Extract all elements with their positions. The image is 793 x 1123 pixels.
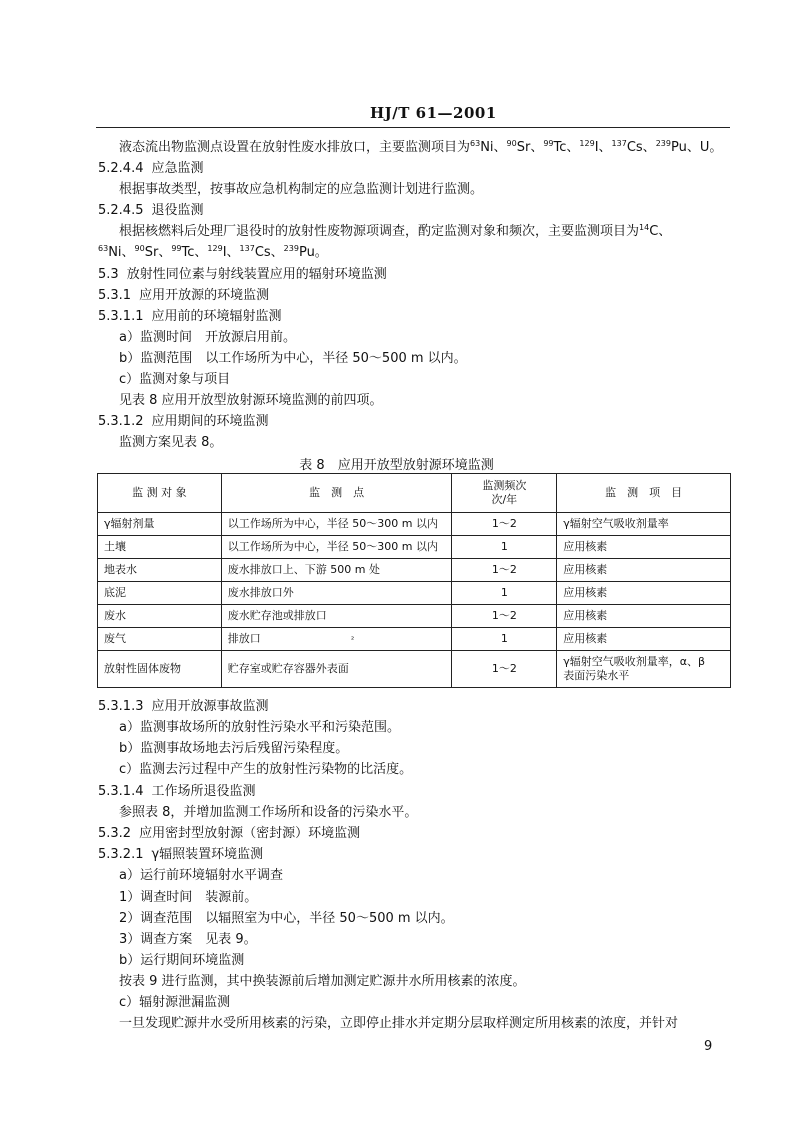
isotope-mass-number: 90 [134,244,145,253]
table-cell: 土壤 [98,536,222,559]
text-line: a）监测事故场所的放射性污染水平和污染范围。 [119,720,400,735]
section-5-3-1: 5.3.1 应用开放源的环境监测 [98,288,270,303]
text-line: 3）调查方案 见表 9。 [119,932,257,947]
text-line: 1）调查时间 装源前。 [119,890,258,905]
table-8-caption: 表 8 应用开放型放射源环境监测 [299,458,494,473]
table-cell: 1～2 [452,605,557,628]
text-line: b）监测事故场地去污后残留污染程度。 [119,741,349,756]
table-cell: 底泥 [98,582,222,605]
text-line: c）辐射源泄漏监测 [119,995,231,1010]
text-line: c）监测去污过程中产生的放射性污染物的比活度。 [119,762,413,777]
table-cell: 1 [452,628,557,651]
text-line-3: 根据事故类型，按事故应急机构制定的应急监测计划进行监测。 [119,182,484,197]
table-header-row [98,474,731,513]
text-line: 参照表 8，并增加监测工作场所和设备的污染水平。 [119,805,418,820]
isotope-mass-number: 129 [207,244,223,253]
isotope-mass-number: 99 [171,244,182,253]
text-line: b）运行期间环境监测 [119,953,245,968]
table-cell: γ辐射空气吸收剂量率，α、β 表面污染水平 [557,651,731,688]
table-8 [97,473,731,688]
isotope-mass-number: 137 [611,139,627,148]
table-row [98,651,731,688]
isotope-mass-number: 14 [639,223,650,232]
isotope-mass-number: 90 [506,139,517,148]
text-line-11: b）监测范围 以工作场所为中心，半径 50～500 m 以内。 [119,351,467,366]
table-cell: 废水 [98,605,222,628]
section-5-3-1-3: 5.3.1.3 应用开放源事故监测 [98,699,269,714]
table-header-cell: 监测频次 次/年 [452,474,557,513]
table-cell: 排放口 [221,628,452,651]
table-cell: γ辐射空气吸收剂量率 [557,513,731,536]
table-cell: 以工作场所为中心，半径 50～300 m 以内 [221,513,452,536]
text-line-1: 液态流出物监测点设置在放射性废水排放口，主要监测项目为$^{63}$Ni、$^{90}$Sr、$^{99}$Tc、$^{129}$I、$^{137}$Cs、$^{239}$Pu、U。 [119,139,723,155]
table-cell: 1 [452,536,557,559]
table-row [98,605,731,628]
table-cell: 1 [452,582,557,605]
table-header-cell: 监 测 对 象 [98,474,222,513]
isotope-mass-number: 239 [283,244,299,253]
table-cell: 废水贮存池或排放口 [221,605,452,628]
isotope-mass-number: 239 [655,139,671,148]
table-cell: γ辐射剂量 [98,513,222,536]
isotope-mass-number: 99 [543,139,554,148]
isotope-mass-number: 63 [98,244,109,253]
header-rule [96,127,730,128]
table-cell: 1～2 [452,651,557,688]
table-cell: 废气 [98,628,222,651]
table-cell: 应用核素 [557,536,731,559]
table-row [98,513,731,536]
section-5-3: 5.3 放射性同位素与射线装置应用的辐射环境监测 [98,267,387,282]
text-line-6: $^{63}$Ni、$^{90}$Sr、$^{99}$Tc、$^{129}$I、$^{137}$Cs、$^{239}$Pu。 [98,244,328,260]
text-line-5: 根据核燃料后处理厂退役时的放射性废物源项调查，酌定监测对象和频次，主要监测项目为$^{14}$C、 [119,223,672,239]
section-5-2-4-5: 5.2.4.5 退役监测 [98,203,204,218]
table-row [98,582,731,605]
text-line: 一旦发现贮源井水受所用核素的污染，立即停止排水并定期分层取样测定所用核素的浓度，并针对 [119,1016,679,1031]
table-header-cell: 监 测 点 [221,474,452,513]
table-cell: 应用核素 [557,559,731,582]
section-5-2-4-4: 5.2.4.4 应急监测 [98,161,204,176]
page-number: 9 [704,1039,713,1054]
text-line: 2）调查范围 以辐照室为中心，半径 50～500 m 以内。 [119,911,454,926]
table-cell: 以工作场所为中心，半径 50～300 m 以内 [221,536,452,559]
isotope-mass-number: 63 [470,139,481,148]
table-row [98,536,731,559]
document-header: HJ/T 61—2001 [370,104,497,122]
section-5-3-2-1: 5.3.2.1 γ辐照装置环境监测 [98,847,264,862]
table-cell: 废水排放口外 [221,582,452,605]
table-row [98,628,731,651]
isotope-mass-number: 129 [579,139,595,148]
text-line: a）运行前环境辐射水平调查 [119,868,283,883]
text-line-12: c）监测对象与项目 [119,372,231,387]
table-cell: 贮存室或贮存容器外表面 [221,651,452,688]
table-header-cell: 监 测 项 目 [557,474,731,513]
table-cell: 地表水 [98,559,222,582]
text-line-15: 监测方案见表 8。 [119,435,223,450]
isotope-mass-number: 137 [239,244,255,253]
section-5-3-2: 5.3.2 应用密封型放射源（密封源）环境监测 [98,826,361,841]
table-row [98,559,731,582]
table-cell: 1～2 [452,559,557,582]
table-cell: 应用核素 [557,582,731,605]
table-cell: 应用核素 [557,605,731,628]
table-cell: 废水排放口上、下游 500 m 处 [221,559,452,582]
table-note-mark: ² [351,635,355,644]
section-5-3-1-1: 5.3.1.1 应用前的环境辐射监测 [98,309,282,324]
text-line: 按表 9 进行监测，其中换装源前后增加测定贮源井水所用核素的浓度。 [119,974,526,989]
text-line-10: a）监测时间 开放源启用前。 [119,330,296,345]
text-line-13: 见表 8 应用开放型放射源环境监测的前四项。 [119,393,383,408]
table-cell: 放射性固体废物 [98,651,222,688]
table-cell: 应用核素 [557,628,731,651]
section-5-3-1-2: 5.3.1.2 应用期间的环境监测 [98,414,269,429]
table-cell: 1～2 [452,513,557,536]
section-5-3-1-4: 5.3.1.4 工作场所退役监测 [98,784,256,799]
